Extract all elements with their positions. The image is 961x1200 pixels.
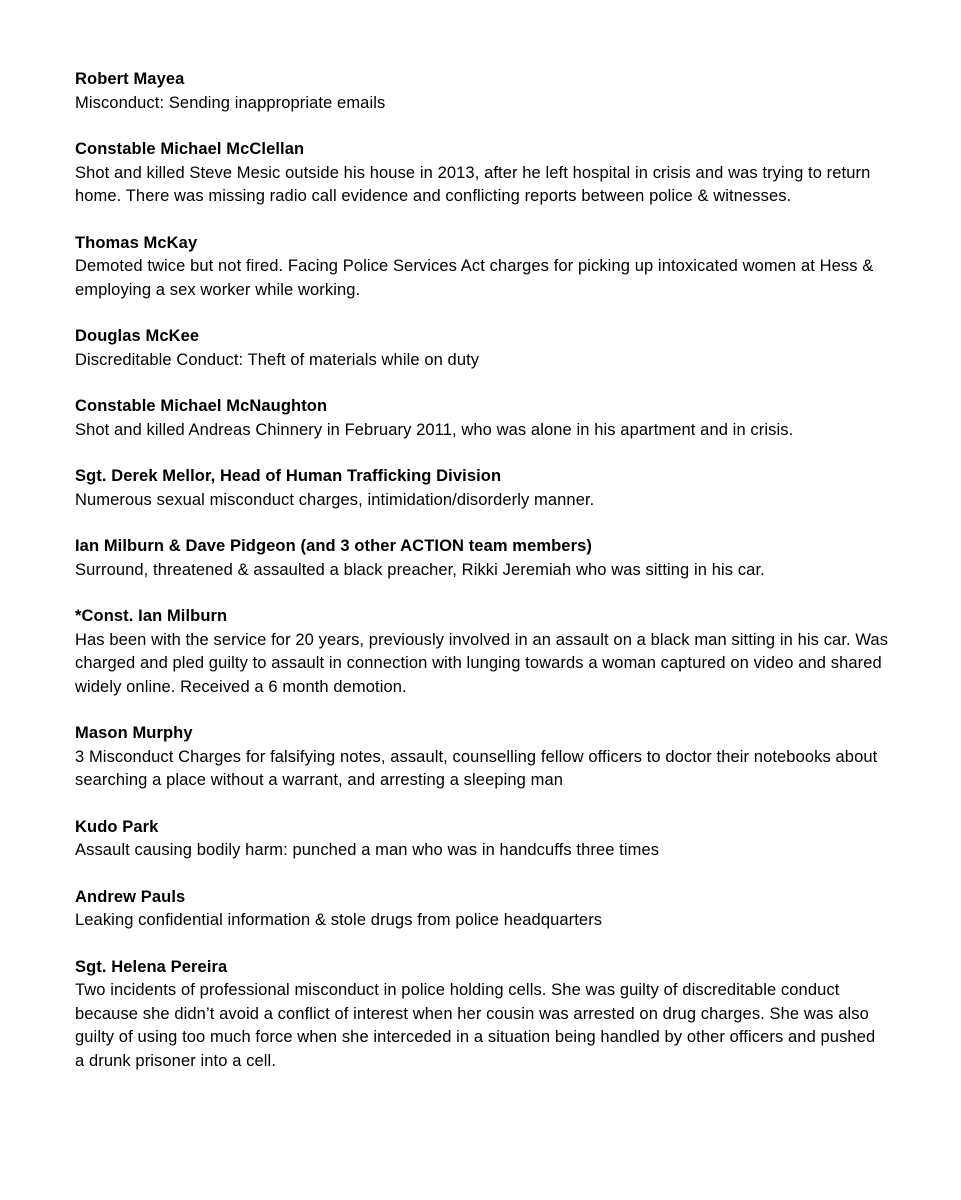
officer-name: Constable Michael McClellan (75, 140, 305, 158)
misconduct-description: Two incidents of professional misconduct in police holding cells. She was guilty of discreditable conduct because she didn’t avoid a conflict of interest when her cousin was arrested on drug charges. She was also guilty of using too much force when she interceded in a situation being handled by other officers and pushed a drunk prisoner into a cell. (75, 981, 876, 1070)
misconduct-entry (75, 395, 889, 442)
officer-name: Kudo Park (75, 817, 159, 836)
misconduct-description: Numerous sexual misconduct charges, intimidation/disorderly manner. (75, 490, 595, 509)
misconduct-description: Leaking confidential information & stole drugs from police headquarters (75, 911, 603, 929)
misconduct-entry (75, 722, 889, 793)
officer-name: Mason Murphy (75, 724, 193, 742)
misconduct-description: Misconduct: Sending inappropriate emails (75, 93, 386, 112)
officer-name: *Const. Ian Milburn (75, 607, 228, 625)
misconduct-description: Discreditable Conduct: Theft of materials while on duty (75, 350, 480, 369)
misconduct-entry (75, 535, 889, 582)
misconduct-entry (75, 605, 889, 699)
officer-name: Sgt. Helena Pereira (75, 957, 228, 976)
misconduct-description: Has been with the service for 20 years, previously involved in an assault on a black man sitting in his car. Was charged and pled guilty to assault in connection with lunging towards a woman captured on video and shared widely online. Received a 6 month demotion. (75, 630, 889, 696)
misconduct-entry (75, 232, 889, 303)
officer-name: Thomas McKay (75, 233, 198, 252)
misconduct-entry (75, 956, 889, 1074)
misconduct-entry (75, 325, 889, 372)
misconduct-description: Assault causing bodily harm: punched a man who was in handcuffs three times (75, 841, 660, 859)
officer-name: Andrew Pauls (75, 887, 186, 906)
misconduct-description: Demoted twice but not fired. Facing Police Services Act charges for picking up intoxicated women at Hess & employing a sex worker while working. (75, 257, 874, 299)
misconduct-entry (75, 886, 889, 933)
misconduct-entry (75, 68, 889, 115)
officer-name: Douglas McKee (75, 327, 200, 345)
officer-name: Ian Milburn & Dave Pidgeon (and 3 other ACTION team members) (75, 537, 592, 555)
misconduct-entry (75, 816, 889, 863)
misconduct-entry (75, 138, 889, 209)
officer-name: Constable Michael McNaughton (75, 397, 328, 415)
misconduct-entry (75, 465, 889, 512)
misconduct-description: Surround, threatened & assaulted a black preacher, Rikki Jeremiah who was sitting in his car. (75, 560, 765, 579)
officer-name: Sgt. Derek Mellor, Head of Human Trafficking Division (75, 467, 502, 485)
misconduct-description: Shot and killed Steve Mesic outside his house in 2013, after he left hospital in crisis and was trying to return home. There was missing radio call evidence and conflicting reports between police & witnesses. (75, 163, 871, 205)
misconduct-description: 3 Misconduct Charges for falsifying notes, assault, counselling fellow officers to doctor their notebooks about searching a place without a warrant, and arresting a sleeping man (75, 747, 878, 789)
officer-name: Robert Mayea (75, 70, 185, 88)
misconduct-description: Shot and killed Andreas Chinnery in February 2011, who was alone in his apartment and in crisis. (75, 420, 794, 439)
